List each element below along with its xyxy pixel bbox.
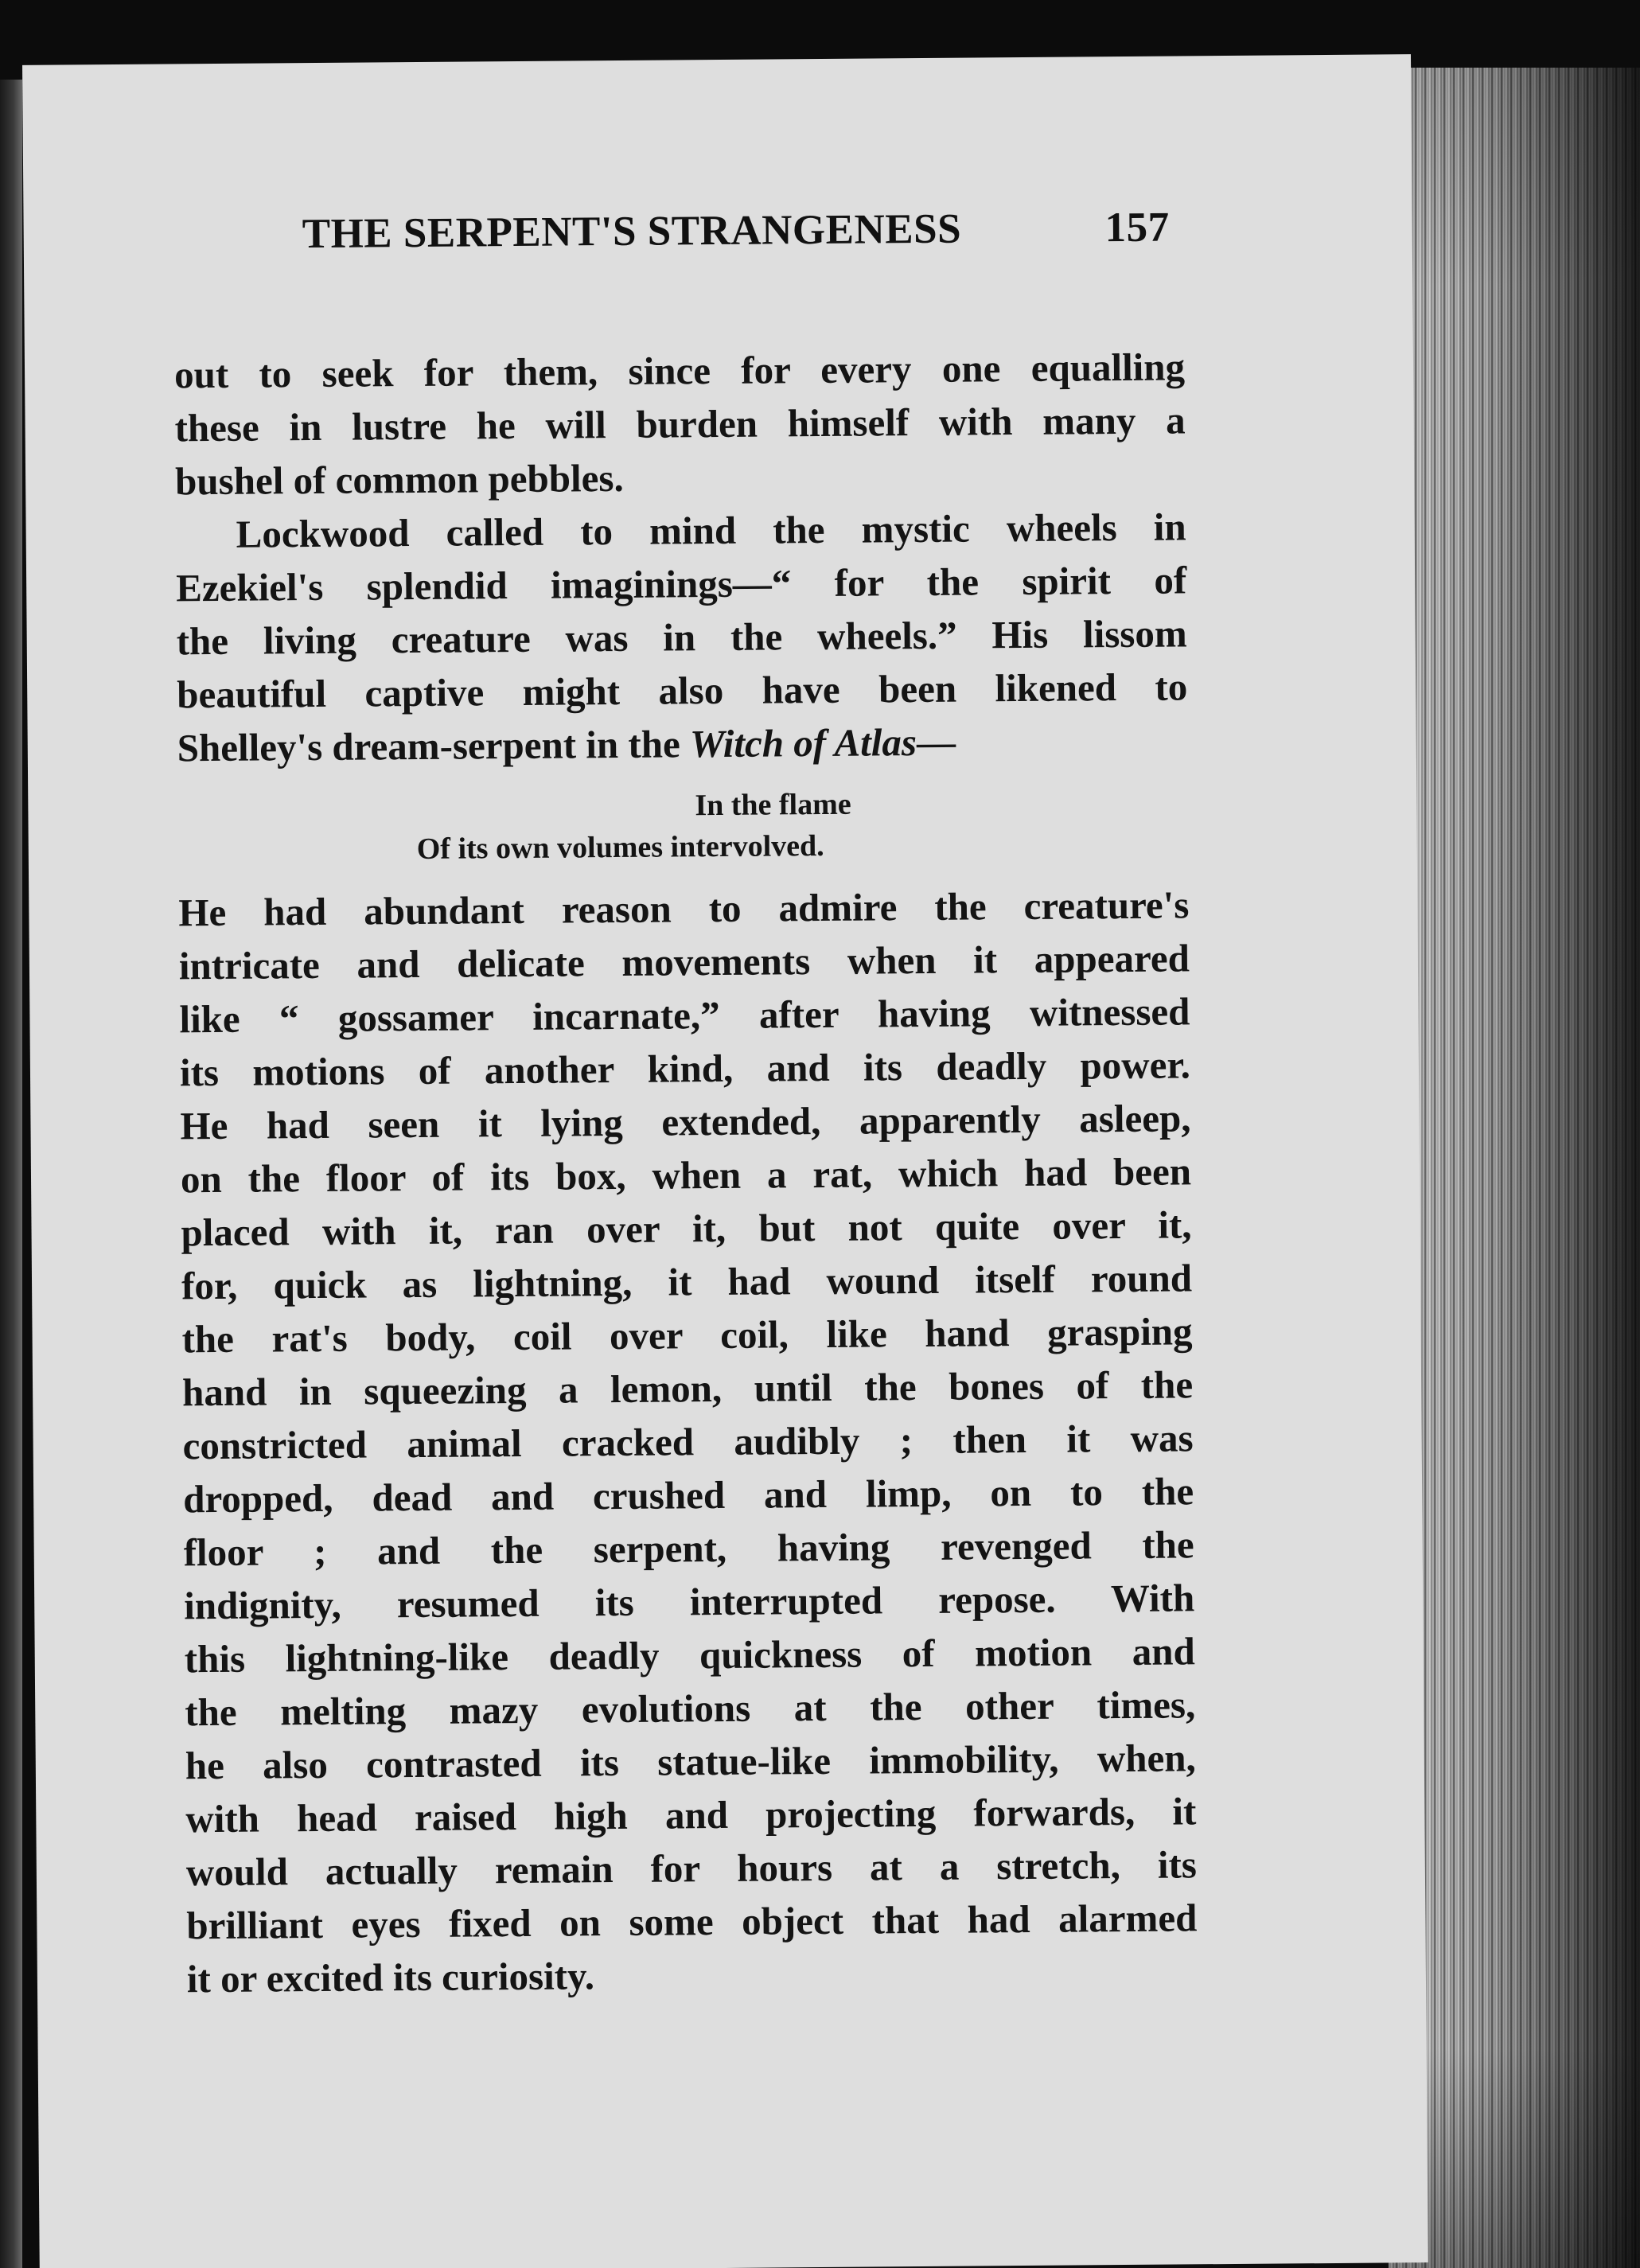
text-line: He had seen it lying extended, apparently asleep, xyxy=(180,1096,1191,1148)
text-line: Lockwood called to mind the mystic wheels in xyxy=(236,505,1186,556)
text-line: placed with it, ran over it, but not quite over it, xyxy=(181,1202,1192,1255)
text-line: with head raised high and projecting forwards, it xyxy=(185,1789,1197,1841)
text-line: would actually remain for hours at a stretch, its xyxy=(185,1842,1198,1895)
page-number: 157 xyxy=(1104,204,1170,251)
text-line: he also contrasted its statue-like immobility, when, xyxy=(185,1736,1196,1788)
text-line xyxy=(177,713,1188,774)
text-line: out to seek for them, since for every one equalling xyxy=(173,345,1186,397)
verse-line: In the flame xyxy=(695,787,851,823)
page-sheet xyxy=(22,54,1428,2268)
text-line: Ezekiel's splendid imaginings—“ for the spirit of xyxy=(175,558,1187,610)
text-line: bushel of common pebbles. xyxy=(174,455,624,504)
text-line: indignity, resumed its interrupted repose. With xyxy=(184,1576,1195,1628)
text-line: hand in squeezing a lemon, until the bones of the xyxy=(181,1362,1194,1415)
text-line: on the floor of its box, when a rat, which had been xyxy=(180,1149,1192,1202)
text-line-start: Shelley's dream-serpent in the xyxy=(177,722,680,770)
page-edges-shading xyxy=(1389,68,1640,2268)
text-line: this lightning-like deadly quickness of motion and xyxy=(184,1629,1195,1682)
poem-title: Witch of Atlas xyxy=(689,720,917,766)
text-line: floor ; and the serpent, having revenged the xyxy=(183,1522,1194,1575)
text-line: brilliant eyes fixed on some object that had alarmed xyxy=(186,1896,1198,1948)
text-line: constricted animal cracked audibly ; then it was xyxy=(182,1416,1194,1468)
text-line: He had abundant reason to admire the creature's xyxy=(178,883,1190,935)
text-line: beautiful captive might also have been likened to xyxy=(177,664,1188,717)
text-line: dropped, dead and crushed and limp, on to the xyxy=(182,1469,1194,1522)
text-line: like “ gossamer incarnate,” after having witnessed xyxy=(179,989,1190,1042)
text-line: for, quick as lightning, it had wound itself round xyxy=(181,1256,1193,1308)
page-header xyxy=(302,204,1170,258)
text-line: the melting mazy evolutions at the other times, xyxy=(185,1682,1196,1735)
text-line: the living creature was in the wheels.” His lissom xyxy=(176,611,1187,664)
running-head: THE SERPENT'S STRANGENESS xyxy=(302,205,962,258)
text-line: it or excited its curiosity. xyxy=(186,1954,595,2001)
paragraph-continued xyxy=(174,340,1186,508)
paragraph-abundant-reason xyxy=(178,878,1198,2005)
paragraph-lockwood xyxy=(175,500,1188,774)
text-line: the rat's body, coil over coil, like hand grasping xyxy=(181,1309,1193,1362)
text-line: its motions of another kind, and its deadly power. xyxy=(179,1042,1191,1095)
previous-page-edge xyxy=(0,80,22,2268)
dash: — xyxy=(916,719,956,765)
verse-line: Of its own volumes intervolved. xyxy=(416,828,824,866)
page-body xyxy=(174,340,1198,2005)
text-line: these in lustre he will burden himself with many a xyxy=(174,398,1186,450)
text-line: intricate and delicate movements when it appeared xyxy=(178,936,1190,988)
verse-quotation xyxy=(177,781,1189,871)
